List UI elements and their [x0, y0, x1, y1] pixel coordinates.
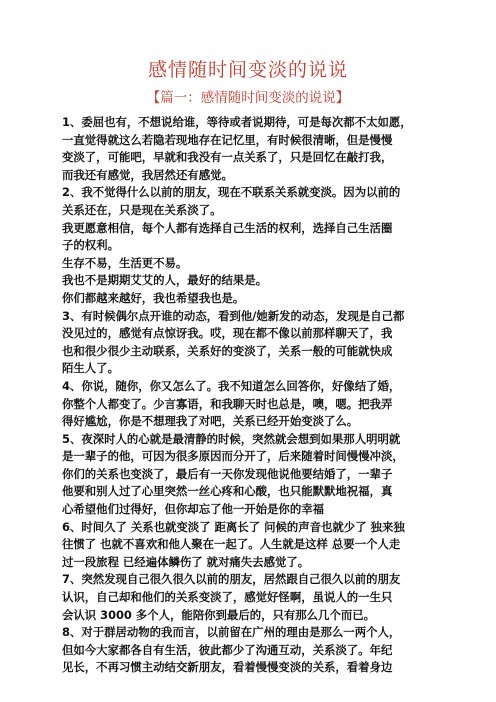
text-line: 6、时间久了 关系也就变淡了 距离长了 问候的声音也就少了 独来独 — [62, 519, 405, 534]
text-line: 认识，自己却和他们的关系变淡了，感觉好怪啊，虽说人的一生只 — [62, 590, 393, 605]
text-line: 没见过的，感觉有点惊讶我。哎，现在都不像以前那样聊天了，我 — [62, 326, 393, 341]
text-line: 8、对于群居动物的我而言，以前留在广州的理由是那么一两个人， — [62, 625, 401, 640]
document-title: 感情随时间变淡的说说 — [147, 59, 348, 81]
text-line: 7、突然发现自己很久很久以前的朋友，居然跟自己很久以前的朋友 — [62, 572, 401, 587]
text-line: 5、夜深时人的心就是最清静的时候，突然就会想到如果那人明明就 — [62, 431, 401, 446]
text-line: 4、你说，随你，你又怎么了。我不知道怎么回答你，好像结了婚， — [62, 378, 401, 393]
text-line: 子的权利。 — [62, 238, 119, 253]
section-heading: 【篇一：感情随时间变淡的说说】 — [146, 90, 350, 106]
text-line: 1、委屈也有，不想说给谁，等待或者说期待，可是每次都不太如愿， — [62, 115, 412, 129]
text-line: 心希望他们过得好，但你却忘了他一开始是你的幸福 — [62, 502, 324, 517]
text-line: 而我还有感觉，我居然还有感觉。 — [62, 167, 233, 182]
text-line: 他要和别人过了心里突然一丝心疼和心酸，也只能默默地祝福，真 — [62, 484, 393, 499]
text-line: 你们都越来越好，我也希望我也是。 — [62, 290, 245, 305]
text-line: 变淡了，可能吧，早就和我没有一点关系了，只是回忆在敲打我， — [62, 150, 393, 165]
text-line: 见长，不再习惯主动结交新朋友，看着慢慢变淡的关系，看着身边 — [62, 660, 393, 675]
text-line: 陌生人了。 — [62, 361, 119, 376]
text-line: 得好尴尬，你是不想理我了对吧，关系已经开始变淡了么。 — [62, 414, 359, 429]
text-line: 一直觉得就这么若隐若现地存在记忆里，有时候很清晰，但是慢慢 — [62, 132, 393, 147]
text-line: 也和很少很少主动联系，关系好的变淡了，关系一般的可能就快成 — [62, 343, 393, 358]
text-line: 你们的关系也变淡了，最后有一天你发现他说他要结婚了，一辈子 — [62, 466, 393, 481]
text-line: 2、我不觉得什么以前的朋友，现在不联系关系就变淡。因为以前的 — [62, 185, 401, 200]
text-line: 会认识 3000 多个人，能陪你到最后的，只有那么几个而已。 — [62, 607, 376, 622]
document-body — [62, 114, 442, 677]
text-line: 生存不易，生活更不易。 — [62, 255, 188, 270]
text-line: 是一辈子的他，可因为很多原因而分开了，后来随着时间慢慢冲淡， — [62, 449, 404, 464]
text-line: 我更愿意相信，每个人都有选择自己生活的权利，选择自己生活圈 — [62, 220, 393, 235]
text-line: 你整个人都变了。少言寡语，和我聊天时也总是，噢，嗯。把我弄 — [62, 396, 393, 411]
text-line: 关系还在，只是现在关系淡了。 — [62, 202, 222, 217]
text-line: 但如今大家都各自有生活，彼此都少了沟通互动，关系淡了。年纪 — [62, 642, 393, 657]
text-line: 过一段旅程 已经遍体鳞伤了 就对痛失去感觉了。 — [62, 554, 310, 569]
text-line: 我也不是期期艾艾的人，最好的结果是。 — [62, 273, 268, 288]
text-line: 往惯了 也就不喜欢和他人聚在一起了。人生就是这样 总要一个人走 — [62, 537, 401, 552]
text-line: 3、有时候偶尔点开谁的动态，看到他/她新发的动态，发现是自己都 — [62, 308, 405, 323]
